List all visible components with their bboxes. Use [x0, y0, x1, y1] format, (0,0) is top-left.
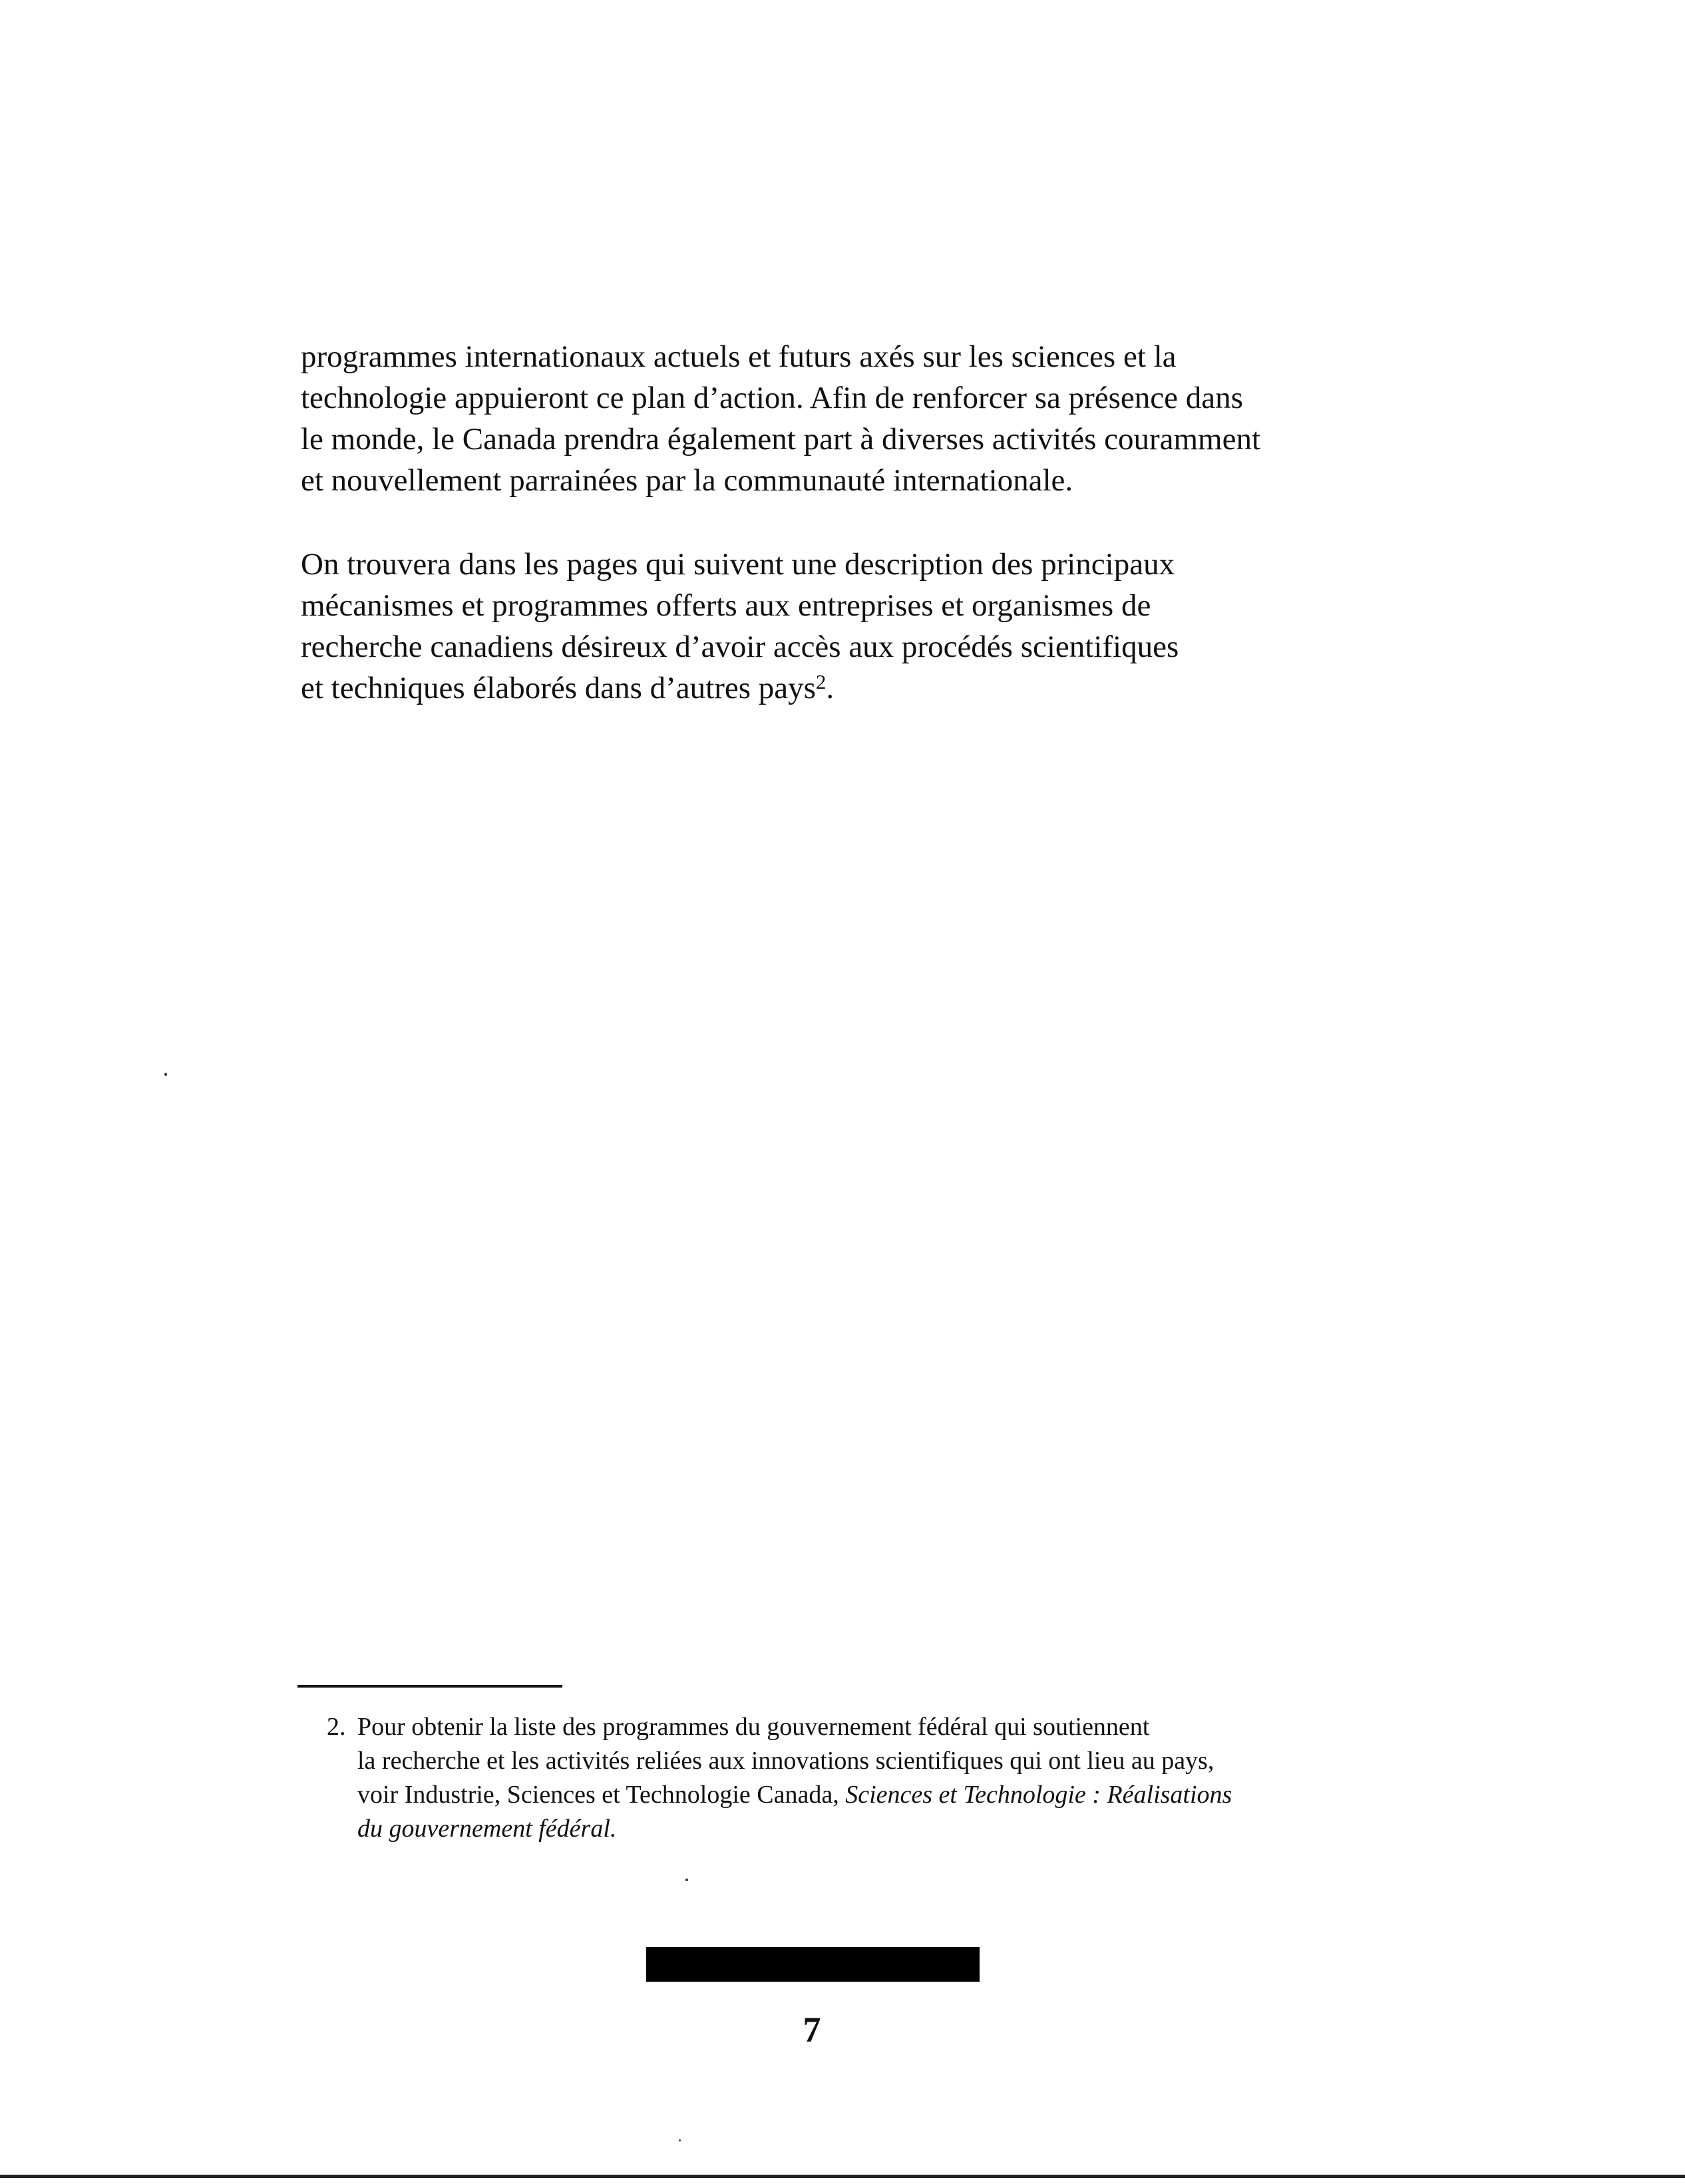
page-number: 7	[803, 2010, 821, 2050]
footnote-text	[357, 1710, 1232, 1846]
paragraph-line: technologie appuieront ce plan d’action. Afin de renforcer sa présence dans	[301, 381, 1243, 415]
scan-speck	[679, 2139, 681, 2141]
paragraph-line: et nouvellement parrainées par la communauté internationale.	[301, 463, 1073, 498]
footnote-title-part1: Sciences et Technologie : Réalisations	[845, 1781, 1232, 1809]
paragraph-end-punctuation: .	[826, 671, 835, 705]
footnote-reference[interactable]: 2	[815, 670, 827, 693]
scan-speck	[685, 1879, 688, 1881]
page-number-bar	[646, 1947, 980, 1982]
paragraph-line-text: et techniques élaborés dans d’autres pays	[301, 671, 816, 705]
paragraph-1	[301, 336, 1392, 501]
paragraph-line: programmes internationaux actuels et futurs axés sur les sciences et la	[301, 339, 1177, 374]
paragraph-line-last	[301, 667, 1392, 709]
footnote-line	[357, 1812, 1232, 1846]
scan-speck	[164, 1073, 167, 1076]
footnote-line: Pour obtenir la liste des programmes du gouvernement fédéral qui soutiennent	[357, 1713, 1150, 1741]
paragraph-line: On trouvera dans les pages qui suivent une description des principaux	[301, 547, 1175, 582]
footnote-line	[357, 1778, 1232, 1812]
paragraph-line: mécanismes et programmes offerts aux entreprises et organismes de	[301, 588, 1151, 623]
footnote-line: la recherche et les activités reliées aux innovations scientifiques qui ont lieu au pays,	[357, 1747, 1215, 1775]
footnote-number: 2.	[327, 1713, 346, 1741]
footnote-line-text: voir Industrie, Sciences et Technologie Canada,	[357, 1781, 846, 1809]
page-bottom-edge	[0, 2175, 1685, 2178]
paragraph-line: le monde, le Canada prendra également part à diverses activités couramment	[301, 422, 1261, 456]
footnote-divider	[297, 1685, 562, 1688]
footnote-title-part2: du gouvernement fédéral	[357, 1815, 610, 1843]
footnote-end-punctuation: .	[610, 1815, 617, 1843]
paragraph-2	[301, 544, 1392, 709]
paragraph-line: recherche canadiens désireux d’avoir accès aux procédés scientifiques	[301, 630, 1179, 664]
